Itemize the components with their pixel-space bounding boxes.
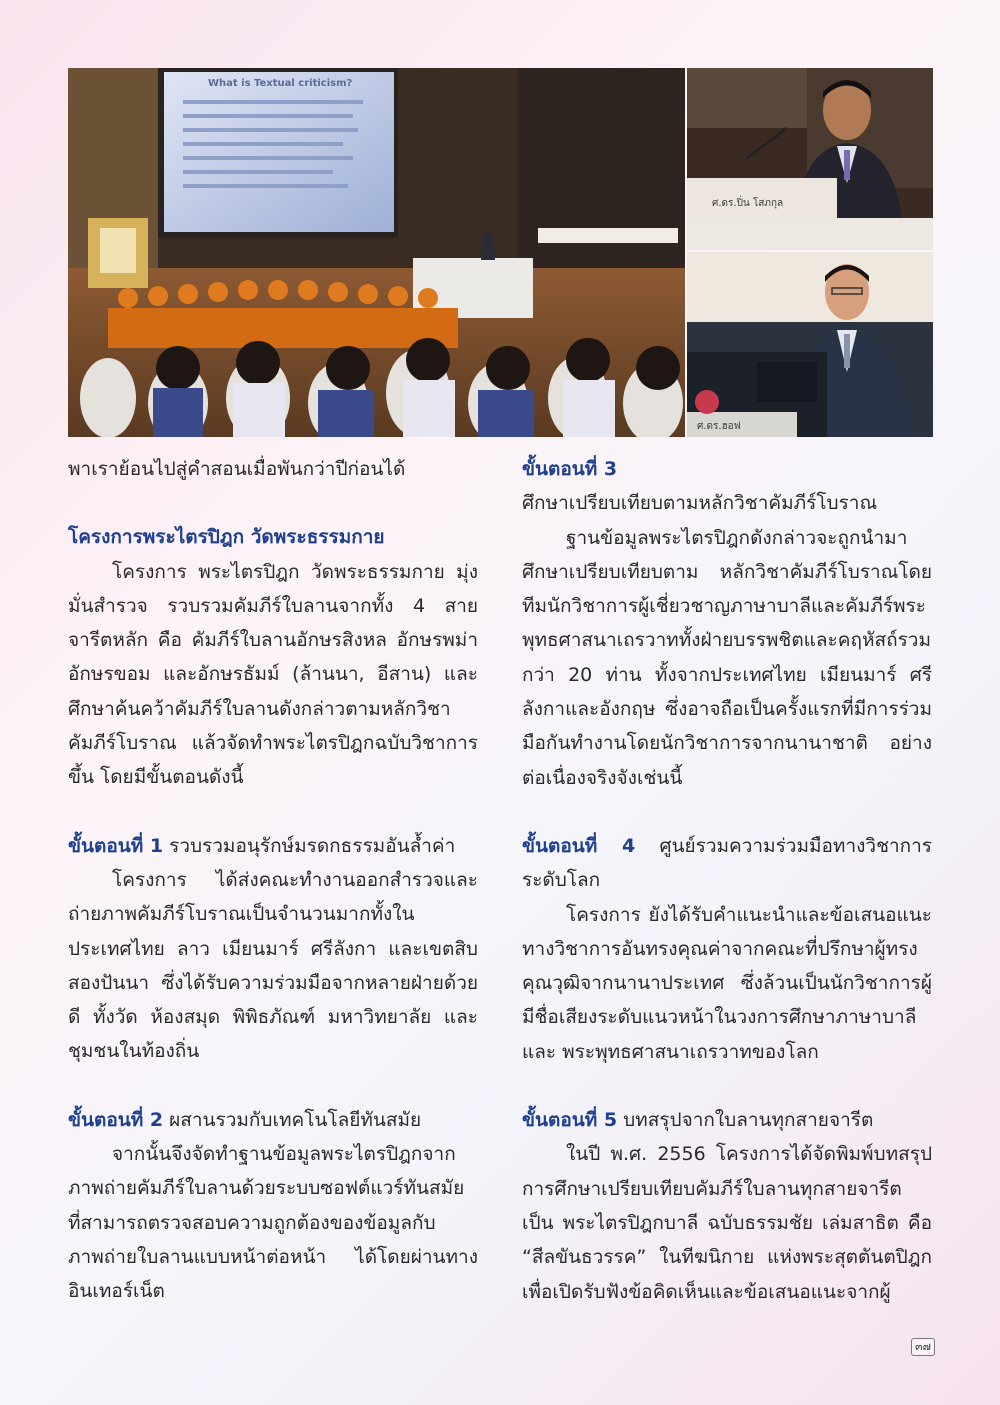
step1-label: ขั้นตอนที่ 1 — [68, 834, 164, 857]
step4-label: ขั้นตอนที่ 4 — [522, 834, 636, 857]
speaker1-nameplate: ศ.ดร.ปิ่น โสภกุล — [712, 198, 784, 209]
speaker-photo-2 — [687, 252, 933, 437]
intro-line: พาเราย้อนไปสู่คำสอนเมื่อพันกว่าปีก่อนได้ — [68, 458, 406, 480]
step4-body: โครงการ ยังได้รับคำแนะนำและข้อเสนอแนะทางวิชาการอันทรงคุณค่าจากคณะที่ปรึกษาผู้ทรงคุณวุฒิจากนานาประเทศ ซึ่งล้วนเป็นนักวิชาการผู้มีชื่อเสียงระดับแนวหน้าในวงการศึกษาภาษาบาลีและ พระพุทธศาสนาเถรวาทของโลก — [522, 903, 932, 1063]
step2-body: จากนั้นจึงจัดทำฐานข้อมูลพระไตรปิฎกจากภาพถ่ายคัมภีร์ใบลานด้วยระบบซอฟต์แวร์ทันสมัย ที่สามารถตรวจสอบความถูกต้องของข้อมูลกับภาพถ่ายใบลานแบบหน้าต่อหน้า ได้โดยผ่านทางอินเทอร์เน็ต — [68, 1143, 478, 1303]
right-column — [522, 452, 932, 1309]
step3-title: ศึกษาเปรียบเทียบตามหลักวิชาคัมภีร์โบราณ — [522, 492, 878, 515]
step1-title: รวบรวมอนุรักษ์มรดกธรรมอันล้ำค่า — [169, 834, 456, 857]
speaker-photo-1 — [687, 68, 933, 250]
speaker2-nameplate: ศ.ดร.ฮอฟ — [697, 421, 741, 432]
photo-collage — [68, 68, 933, 437]
step4-heading — [522, 829, 932, 898]
step5-body: ในปี พ.ศ. 2556 โครงการได้จัดพิมพ์บทสรุปการศึกษาเปรียบเทียบคัมภีร์ใบลานทุกสายจารีตเป็น พระไตรปิฎกบาลี ฉบับธรรมชัย เล่มสาธิต คือ “สีลขันธวรรค” ในทีฆนิกาย แห่งพระสุตตันตปิฎก เพื่อเปิดรับฟังข้อคิดเห็นและข้อเสนอแนะจากผู้ — [522, 1143, 932, 1303]
left-column — [68, 452, 478, 1309]
step1-body: โครงการ ได้ส่งคณะทำงานออกสำรวจและถ่ายภาพคัมภีร์โบราณเป็นจำนวนมากทั้งในประเทศไทย ลาว เมียนมาร์ ศรีลังกา และเขตสิบสองปันนา ซึ่งได้รับความร่วมมือจากหลายฝ่ายด้วยดี ทั้งวัด ห้องสมุด พิพิธภัณฑ์ มหาวิทยาลัย และชุมชนในท้องถิ่น — [68, 868, 478, 1063]
step5-title: บทสรุปจากใบลานทุกสายจารีต — [623, 1109, 874, 1132]
slide-title: What is Textual criticism? — [208, 78, 353, 89]
step2-label: ขั้นตอนที่ 2 — [68, 1108, 164, 1131]
step3-label: ขั้นตอนที่ 3 — [522, 458, 618, 480]
step4-title: ศูนย์รวมความร่วมมือทางวิชาการระดับโลก — [522, 834, 933, 892]
step2-heading — [68, 1103, 478, 1137]
project-heading: โครงการพระไตรปิฎก วัดพระธรรมกาย — [68, 526, 385, 549]
seminar-hall-photo — [68, 68, 685, 437]
step5-label: ขั้นตอนที่ 5 — [522, 1109, 618, 1132]
step5-heading — [522, 1103, 932, 1137]
step1-heading — [68, 829, 478, 863]
project-body: โครงการ พระไตรปิฎก วัดพระธรรมกาย มุ่งมั่นสำรวจ รวบรวมคัมภีร์ใบลานจากทั้ง 4 สายจารีตหลัก คือ คัมภีร์ใบลานอักษรสิงหล อักษรพม่า อักษรขอม และอักษรธัมม์ (ล้านนา, อีสาน) และศึกษาค้นคว้าคัมภีร์ใบลานดังกล่าวตามหลักวิชาคัมภีร์โบราณ แล้วจัดทำพระไตรปิฎกฉบับวิชาการขึ้น โดยมีขั้นตอนดังนี้ — [68, 560, 478, 789]
step3-body: ฐานข้อมูลพระไตรปิฎกดังกล่าวจะถูกนำมาศึกษาเปรียบเทียบตาม หลักวิชาคัมภีร์โบราณโดยทีมนักวิชาการผู้เชี่ยวชาญภาษาบาลีและคัมภีร์พระ พุทธศาสนาเถรวาททั้งฝ่ายบรรพชิตและคฤหัสถ์รวมกว่า 20 ท่าน ทั้งจากประเทศไทย เมียนมาร์ ศรีลังกาและอังกฤษ ซึ่งอาจถือเป็นครั้งแรกที่มีการร่วมมือกันทำงานโดยนักวิชาการจากนานาชาติ อย่างต่อเนื่องจริงจังเช่นนี้ — [522, 526, 932, 789]
page-number: ๓๗ — [911, 1338, 935, 1356]
step2-title: ผสานรวมกับเทคโนโลยีทันสมัย — [169, 1108, 422, 1131]
